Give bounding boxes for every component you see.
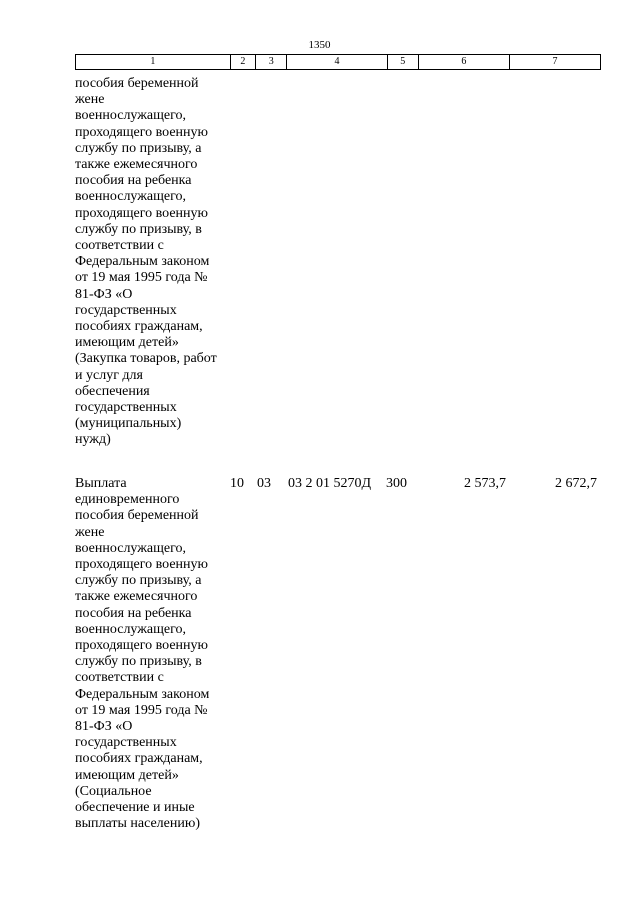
- column-header-table: [75, 54, 601, 70]
- row-description: пособия беременной жене военнослужащего, проходящего военную службу по призыву, а также ежемесячного пособия на ребенка военнослужащего, проходящего военную службу по призыву, в соответствии с Федеральным законом от 19 мая 1995 года № 81-ФЗ «О государственных пособиях гражданам, имеющим детей» (Закупка товаров, работ и услуг для обеспечения государственных (муниципальных) нужд): [75, 76, 217, 448]
- row-section-code: 10: [230, 476, 244, 491]
- column-header-5: 5: [387, 55, 418, 70]
- row-amount-year1: 2 573,7: [464, 476, 506, 491]
- column-header-row: [76, 55, 601, 70]
- row-subsection-code: 03: [257, 476, 271, 491]
- row-target-article-code: 03 2 01 5270Д: [288, 476, 372, 491]
- column-header-4: 4: [287, 55, 387, 70]
- row-expense-type-code: 300: [386, 476, 407, 491]
- column-header-3: 3: [256, 55, 287, 70]
- row-description: Выплата единовременного пособия беременной жене военнослужащего, проходящего военную службу по призыву, а также ежемесячного пособия на ребенка военнослужащего, проходящего военную службу по призыву, в соответствии с Федеральным законом от 19 мая 1995 года № 81-ФЗ «О государственных пособиях гражданам, имеющим детей» (Социальное обеспечение и иные выплаты населению): [75, 476, 210, 832]
- page-number: 1350: [308, 39, 331, 51]
- row-amount-year2: 2 672,7: [555, 476, 597, 491]
- column-header-1: 1: [76, 55, 231, 70]
- column-header-6: 6: [418, 55, 509, 70]
- column-header-7: 7: [509, 55, 600, 70]
- column-header-2: 2: [230, 55, 255, 70]
